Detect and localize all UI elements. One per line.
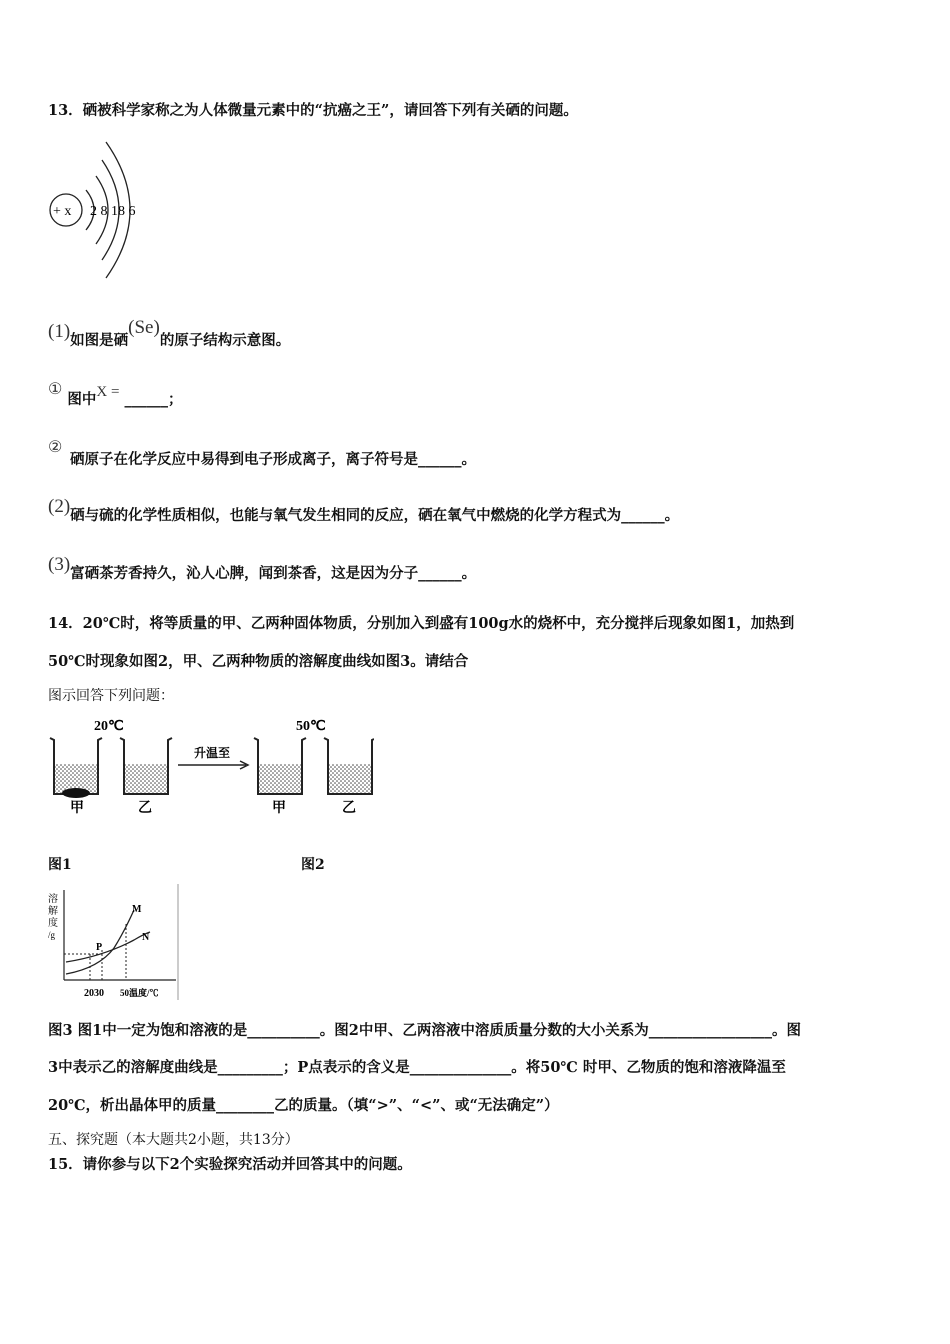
beaker-label: 甲	[272, 801, 286, 816]
curve-n	[66, 932, 150, 962]
beaker-yi-50	[324, 738, 374, 794]
q14-line2: 50℃时现象如图2，甲、乙两种物质的溶解度曲线如图3。请结合	[48, 653, 469, 670]
q15-stem: 15．请你参与以下2个实验探究活动并回答其中的问题。	[48, 1156, 412, 1173]
y-axis-label: /g	[48, 930, 56, 940]
beaker-jia-20	[50, 738, 102, 798]
solubility-graph	[44, 882, 184, 1002]
q14-answer-line2: 3中表示乙的溶解度曲线是_________；P点表示的含义是______________。将50℃ 时甲、乙物质的饱和溶液降温至	[48, 1059, 786, 1076]
selenium-atom-diagram	[44, 138, 164, 280]
heating-arrow	[178, 745, 248, 769]
q13-part3: (3)富硒茶芳香持久，沁人心脾，闻到茶香，这是因为分子______。	[48, 554, 477, 582]
q13-part2: (2)硒与硫的化学性质相似，也能与氧气发生相同的反应，硒在氧气中燃烧的化学方程式为______。	[48, 496, 680, 524]
q13-part1: (1)如图是硒(Se)的原子结构示意图。	[48, 317, 291, 349]
beaker-label: 乙	[342, 801, 356, 816]
q14-line1: 14．20℃时，将等质量的甲、乙两种固体物质，分别加入到盛有100g水的烧杯中，充分搅拌后现象如图1，加热到	[48, 615, 795, 632]
q13-sub1: ① 图中X = ______；	[48, 381, 183, 408]
y-axis-label: 解	[48, 906, 58, 917]
point-label-p: P	[96, 942, 103, 953]
figure-caption-1: 图1	[48, 857, 72, 873]
beaker-jia-50	[254, 738, 306, 794]
arrow-label: 升温至	[194, 746, 231, 760]
temp-label-50: 50℃	[296, 719, 326, 734]
shell-electrons: 2 8 18 6	[90, 204, 136, 219]
beaker-label: 甲	[70, 801, 84, 816]
curve-label-n: N	[142, 932, 150, 943]
nucleus-label: + x	[53, 204, 72, 219]
q14-answer-line1: 图3 图1中一定为饱和溶液的是__________。图2中甲、乙两溶液中溶质质量分数的大小关系为_________________。图	[48, 1022, 802, 1039]
circled-two: ②	[48, 439, 63, 456]
part-marker: (1)	[48, 321, 71, 342]
y-axis-label: 溶	[48, 894, 58, 905]
beaker-label: 乙	[138, 801, 152, 816]
y-axis-label: 度	[48, 918, 58, 929]
x-tick-labels: 2030	[84, 988, 104, 999]
q13-sub2: ② 硒原子在化学反应中易得到电子形成离子，离子符号是______。	[48, 439, 476, 468]
q14-line3: 图示回答下列问题：	[48, 688, 174, 704]
temp-label-20: 20℃	[94, 719, 124, 734]
circled-one: ①	[48, 381, 63, 398]
beaker-figure	[44, 712, 374, 818]
curve-label-m: M	[132, 904, 142, 915]
q13-stem: 13．硒被科学家称之为人体微量元素中的“抗癌之王”，请回答下列有关硒的问题。	[48, 102, 578, 119]
section-heading: 五、探究题（本大题共2小题，共13分）	[48, 1132, 299, 1148]
blank-x: ______；	[124, 391, 183, 408]
x-axis-end-label: 50温度/℃	[120, 988, 159, 998]
q14-answer-line3: 20℃，析出晶体甲的质量________乙的质量。（填“>”、“<”、或“无法确定”）	[48, 1097, 559, 1114]
beaker-yi-20	[120, 738, 172, 794]
figure-caption-2: 图2	[301, 857, 325, 873]
